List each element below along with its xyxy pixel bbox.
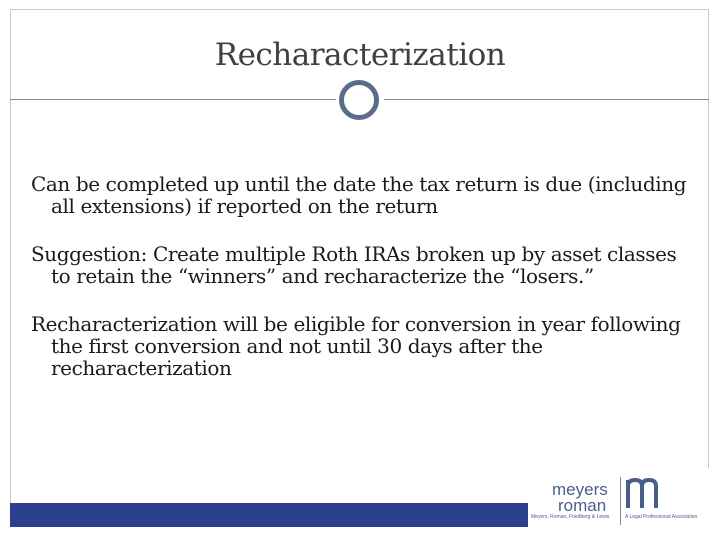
bullet-item: Recharacterization will be eligible for conversion in year following the first conversion and not until 30 days after the recharacterization (31, 312, 681, 380)
firm-logo (528, 468, 709, 527)
logo-divider (620, 477, 621, 525)
logo-word-meyers: meyers (552, 480, 608, 499)
logo-mark-icon (626, 478, 666, 508)
title-rule-left (10, 99, 336, 100)
footer-bar (10, 503, 528, 527)
logo-tagline-right: A Legal Professional Association (625, 514, 698, 520)
bullet-item: Suggestion: Create multiple Roth IRAs broken up by asset classes to retain the “winners” and recharacterize the “losers.” (31, 242, 677, 288)
bullet-item: Can be completed up until the date the tax return is due (including all extensions) if reported on the return (31, 172, 687, 218)
title-ring-ornament (339, 80, 379, 120)
logo-word-roman: roman (558, 496, 607, 515)
logo-tagline-left: Meyers, Roman, Friedberg & Lewis (531, 514, 610, 520)
title-rule-right (384, 99, 709, 100)
bullet-list (31, 173, 701, 379)
slide-title: Recharacterization (214, 37, 506, 73)
